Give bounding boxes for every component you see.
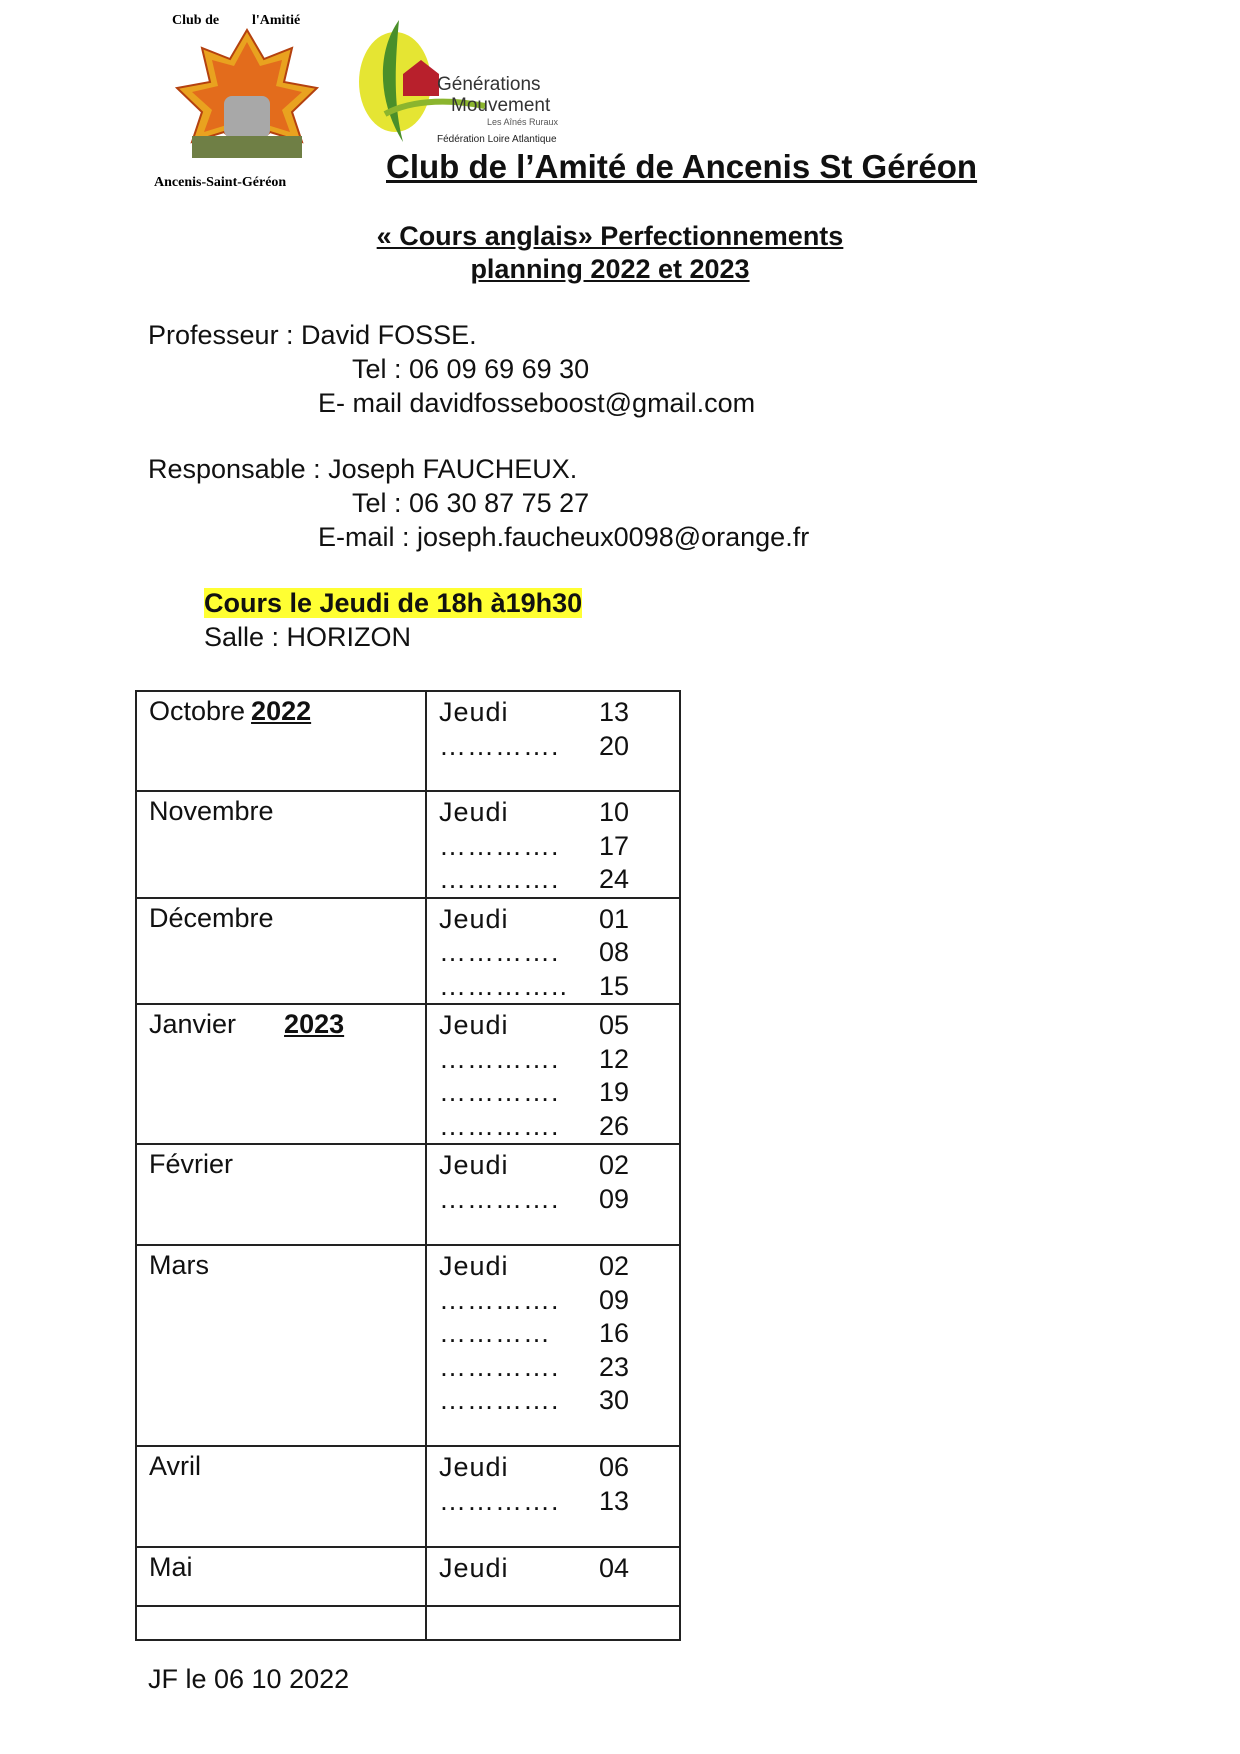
schedule-row [136,1547,680,1606]
schedule-empty-row [136,1606,680,1640]
schedule-row [136,1245,680,1446]
day-line [427,1110,679,1144]
day-number: 05 [599,1010,630,1040]
month-cell [136,1245,426,1446]
month-name: Mars [149,1250,209,1280]
schedule-table [135,690,681,1641]
day-number: 02 [599,1150,630,1180]
day-line [427,1183,679,1217]
days-cell [426,1004,680,1144]
footer-date: JF le 06 10 2022 [148,1664,350,1694]
course-schedule [204,586,582,620]
day-line [427,970,679,1004]
day-line [427,730,679,764]
day-number: 02 [599,1251,630,1281]
day-label: Jeudi [439,903,509,934]
maple-leaf-logo-icon [152,4,342,194]
month-name: Février [149,1149,234,1179]
month-cell [136,1144,426,1245]
day-line [427,1317,679,1351]
course-title-line1: « Cours anglais» Perfectionnements [376,221,844,251]
days-cell [426,691,680,791]
day-line [427,1451,679,1485]
schedule-row [136,898,680,1005]
day-number: 01 [599,903,630,934]
day-number: 30 [599,1385,630,1415]
manager-tel: Tel : 06 30 87 75 27 [352,488,590,518]
day-number: 24 [599,864,630,894]
day-number: 15 [599,970,630,1001]
day-number: 19 [599,1077,630,1107]
logo-club-top-left: Club de [172,13,220,28]
month-cell [136,791,426,898]
empty-cell [136,1606,426,1640]
logo-gen-line2: Mouvement [451,95,551,116]
month-year: 2022 [251,696,312,726]
generations-mouvement-logo [355,14,575,144]
month-cell [136,691,426,791]
day-number: 10 [599,797,630,827]
logo-club-top-right: l'Amitié [252,13,301,28]
day-number: 17 [599,830,630,861]
day-number: 26 [599,1110,630,1141]
day-number: 13 [599,697,630,727]
day-number: 23 [599,1351,630,1382]
day-line [427,1485,679,1519]
month-name: Avril [149,1451,202,1481]
course-room: Salle : HORIZON [204,622,412,652]
day-label: Jeudi [439,1010,509,1040]
day-number: 09 [599,1284,630,1315]
day-label: ………….. [439,970,569,1001]
day-label: …………. [439,1385,560,1415]
day-label: Jeudi [439,1251,509,1281]
day-number: 04 [599,1553,630,1583]
days-cell [426,1144,680,1245]
days-cell [426,1547,680,1606]
professor-email: E- mail davidfosseboost@gmail.com [318,388,756,418]
month-name: Octobre [149,696,246,726]
day-label: ………… [439,1318,551,1348]
day-line [427,936,679,970]
day-number: 13 [599,1485,630,1516]
schedule-row [136,1446,680,1547]
day-line [427,1250,679,1284]
day-label: …………. [439,1485,560,1516]
day-line [427,1043,679,1077]
professor-tel: Tel : 06 09 69 69 30 [352,354,590,384]
logo-gen-line4: Fédération Loire Atlantique [437,134,557,144]
day-line [427,863,679,897]
day-line [427,1384,679,1418]
month-cell [136,1446,426,1547]
manager-email: E-mail : joseph.faucheux0098@orange.fr [318,522,810,552]
days-cell [426,1245,680,1446]
generations-logo-icon [355,14,575,144]
day-label: …………. [439,1043,560,1074]
day-line [427,1076,679,1110]
schedule-row [136,1004,680,1144]
month-name: Janvier [149,1009,237,1039]
day-label: …………. [439,1110,560,1141]
days-cell [426,791,680,898]
day-label: Jeudi [439,697,509,727]
day-line [427,796,679,830]
day-label: …………. [439,1183,560,1214]
logo-gen-line1: Générations [437,74,541,95]
day-line [427,1284,679,1318]
day-line [427,1149,679,1183]
day-label: …………. [439,830,560,861]
logo-club-bottom: Ancenis-Saint-Géréon [154,175,287,190]
month-cell [136,1547,426,1606]
day-number: 08 [599,937,630,967]
day-label: …………. [439,1351,560,1382]
day-label: …………. [439,864,560,894]
day-label: …………. [439,1284,560,1315]
day-label: …………. [439,1077,560,1107]
month-name: Novembre [149,796,274,826]
org-title: Club de l’Amité de Ancenis St Géréon [386,148,978,185]
empty-cell [426,1606,680,1640]
day-line [427,903,679,937]
month-name: Mai [149,1552,193,1582]
day-label: Jeudi [439,1150,509,1180]
day-line [427,1552,679,1586]
schedule-row [136,1144,680,1245]
day-number: 09 [599,1183,630,1214]
schedule-row [136,791,680,898]
manager-name: Responsable : Joseph FAUCHEUX. [148,454,578,484]
day-number: 16 [599,1318,630,1348]
day-line [427,696,679,730]
day-label: …………. [439,730,560,761]
day-label: Jeudi [439,1553,509,1583]
day-line [427,1351,679,1385]
club-logo [152,4,342,194]
days-cell [426,898,680,1005]
days-cell [426,1446,680,1547]
day-label: Jeudi [439,1452,509,1482]
day-label: Jeudi [439,797,509,827]
logo-gen-line3: Les Aînés Ruraux [487,117,559,127]
day-line [427,1009,679,1043]
course-schedule-highlight: Cours le Jeudi de 18h à19h30 [204,588,583,618]
day-line [427,830,679,864]
month-year: 2023 [284,1009,345,1039]
professor-name: Professeur : David FOSSE. [148,320,477,350]
day-number: 12 [599,1043,630,1074]
month-name: Décembre [149,902,274,933]
schedule-row [136,691,680,791]
course-title [330,220,890,286]
course-title-line2: planning 2022 et 2023 [470,254,750,284]
month-cell [136,898,426,1005]
day-label: …………. [439,937,560,967]
month-cell [136,1004,426,1144]
day-number: 06 [599,1452,630,1482]
day-number: 20 [599,730,630,761]
